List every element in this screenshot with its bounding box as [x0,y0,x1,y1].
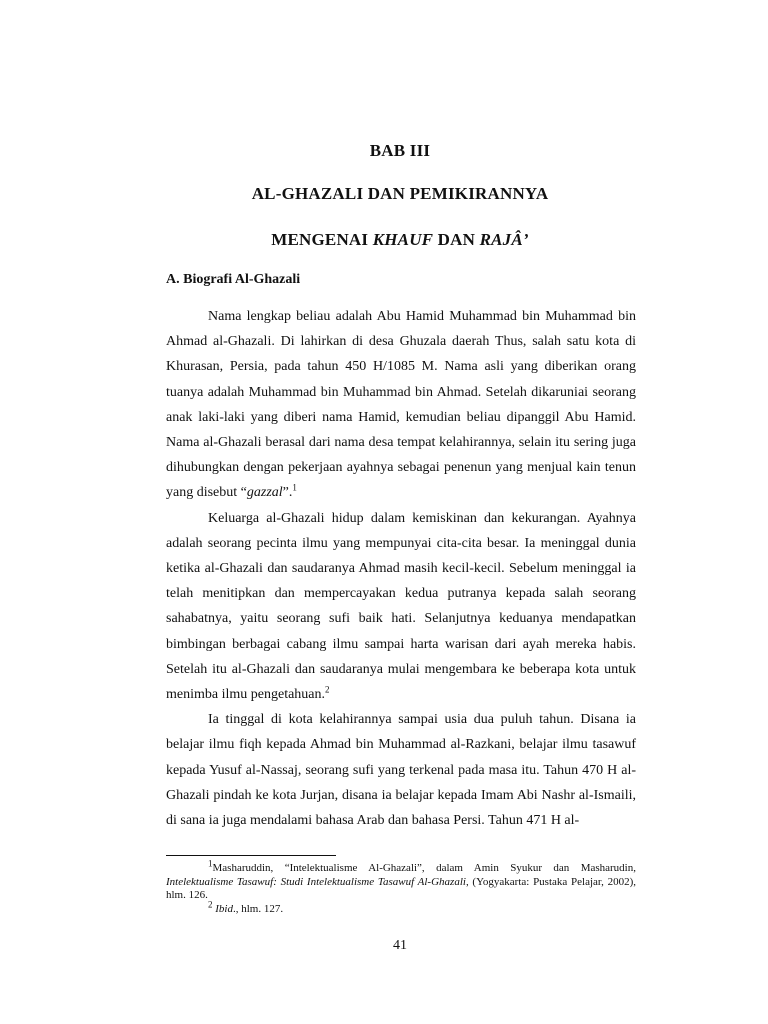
footnote-item [166,858,636,903]
italic-term: gazzal [246,485,283,501]
footnote-text: , (Yogyakarta: Pustaka Pelajar, 2002), hlm. 126. [166,875,636,901]
footnote-number: 2 [208,898,213,909]
chapter-title-line2 [0,230,768,250]
chapter-heading: BAB III [369,141,431,160]
title-italic-raja: RAJÂ’ [479,230,529,249]
paragraph [166,506,636,708]
paragraph [166,707,636,833]
title-text: DAN [433,230,480,249]
footnote-item [166,898,636,917]
footnotes [166,858,636,916]
chapter-title-line1: AL-GHAZALI DAN PEMIKIRANNYA [251,184,549,203]
paragraph-text: Ia tinggal di kota kelahirannya sampai usia dua puluh tahun. Disana ia belajar ilmu fiqh kepada Ahmad bin Muhammad al-Razkani, belajar ilmu tasawuf kepada Yusuf al-Nassaj, seorang sufi yang terkenal pada masa itu. Tahun 470 H al-Ghazali pindah ke kota Jurjan, disana ia belajar kepada Imam Abi Nashr al-Ismaili, di sana ia juga mendalami bahasa Arab dan bahasa Persi. Tahun 471 H al- [166,712,636,829]
title-italic-khauf: KHAUF [372,230,434,249]
footnote-italic: Ibid [215,902,233,915]
paragraph-text: ”. [282,485,293,501]
footnote-number: 1 [208,858,213,869]
footnote-text: Masharuddin, “Intelektualisme Al-Ghazali”, dalam Amin Syukur dan Masharudin, [212,862,636,874]
footnote-italic: Intelektualisme Tasawuf: Studi Intelektualisme Tasawuf Al-Ghazali [166,875,466,888]
footnote-ref[interactable]: 1 [292,482,297,493]
paragraph [166,304,636,506]
section-title: A. Biografi Al-Ghazali [166,272,301,287]
page-number: 41 [393,938,407,953]
title-text: MENGENAI [271,230,373,249]
footnote-text: ., hlm. 127. [232,902,284,915]
footnote-divider [166,855,336,856]
paragraph-text: Keluarga al-Ghazali hidup dalam kemiskinan dan kekurangan. Ayahnya adalah seorang pecinta ilmu yang mempunyai cita-cita besar. Ia meninggal dunia ketika al-Ghazali dan saudaranya Ahmad masih kecil-kecil. Sebelum meninggal ia telah menitipkan dan mempercayakan kedua putranya kepada salah seorang sahabatnya, yaitu seorang sufi baik hati. Selanjutnya keduanya mendapatkan bimbingan berbagai cabang ilmu sampai harta warisan dari ayah mereka habis. Setelah itu al-Ghazali dan saudaranya mulai mengembara ke beberapa kota untuk menimba ilmu pengetahuan. [166,510,636,703]
footnote-ref[interactable]: 2 [325,684,330,695]
body-text [166,304,636,833]
paragraph-text: Nama lengkap beliau adalah Abu Hamid Muhammad bin Muhammad bin Ahmad al-Ghazali. Di lahirkan di desa Ghuzala daerah Thus, salah satu kota di Khurasan, Persia, pada tahun 450 H/1085 M. Nama asli yang diberikan orang tuanya adalah Muhammad bin Muhammad bin Ahmad. Setelah dikaruniai seorang anak laki-laki yang diberi nama Hamid, kemudian beliau dipanggil Abu Hamid. Nama al-Ghazali berasal dari nama desa tempat kelahirannya, selain itu sering juga dihubungkan dengan pekerjaan ayahnya sebagai penenun yang menjual kain tenun yang disebut “ [166,309,636,501]
